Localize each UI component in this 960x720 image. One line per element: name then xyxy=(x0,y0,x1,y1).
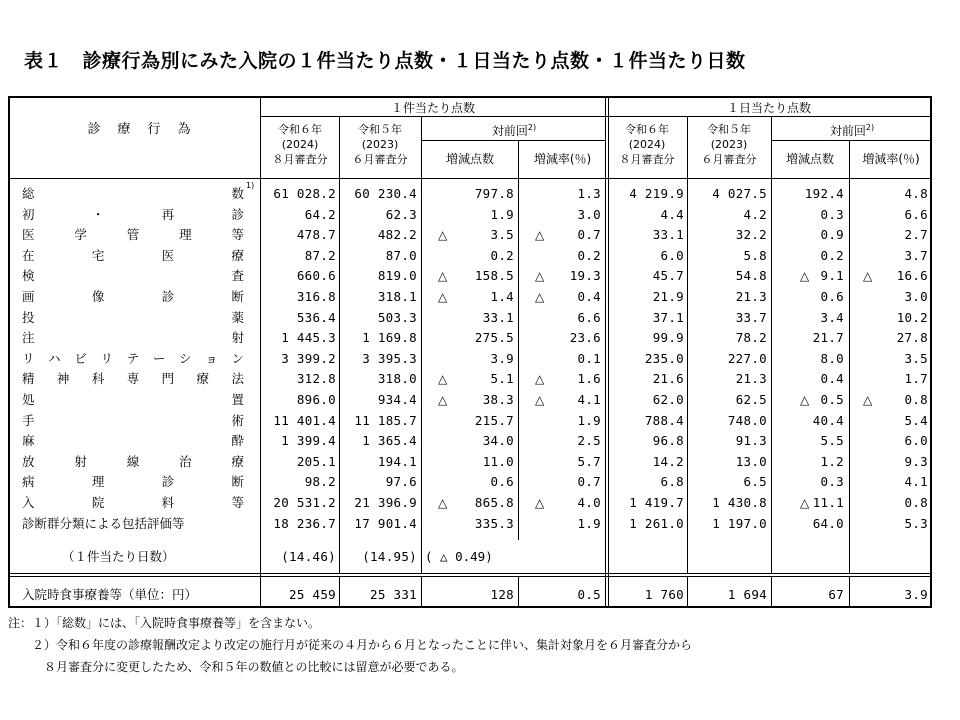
rule-v-r6-r5-day-meal xyxy=(687,576,688,608)
table-cell: 194.1 xyxy=(377,453,417,469)
table-cell: 11.1 xyxy=(812,495,844,510)
table-cell: 318.1 xyxy=(377,289,417,304)
row-label: 入 院 料 等 xyxy=(22,495,244,510)
footnote-2: ２）令和６年度の診療報酬改定より改定の施行月が従来の４月から６月となったことに伴い、集計対象月を６月審査分から xyxy=(8,638,693,652)
row-label: 画 像 診 断 xyxy=(22,289,244,304)
table-cell: 1 197.0 xyxy=(712,515,767,531)
row-label: 投 薬 xyxy=(22,309,244,325)
row-label: 医 学 管 理 等 xyxy=(22,227,244,243)
table-cell: 0.2 xyxy=(577,247,601,263)
table-cell: 5.1 xyxy=(490,371,514,387)
col-header-diff-points-day: 増減点数 xyxy=(785,152,834,166)
table-cell: 5.3 xyxy=(904,515,928,531)
table-cell: 536.4 xyxy=(296,309,336,325)
table-cell: 87.0 xyxy=(385,247,417,263)
table-cell: 275.5 xyxy=(474,330,514,346)
row-label: 処 置 xyxy=(22,392,244,407)
rule-v-diff-rate-day xyxy=(849,140,850,573)
table-cell: 1 445.3 xyxy=(281,330,336,346)
r5-label: 令和５年 xyxy=(707,123,751,136)
table-cell: 1.6 xyxy=(577,371,601,387)
table-cell: 3.0 xyxy=(577,206,601,222)
table-cell: 316.8 xyxy=(296,289,336,304)
decrease-mark: △ xyxy=(863,269,873,284)
table-cell: 3.4 xyxy=(820,309,844,325)
table-cell: 6.0 xyxy=(660,247,684,263)
rule-meal-top-1 xyxy=(10,573,932,574)
table-cell: 0.2 xyxy=(490,247,514,263)
table-cell: 0.5 xyxy=(820,392,844,407)
decrease-mark: △ xyxy=(535,372,545,387)
table-cell: 33.1 xyxy=(482,309,514,325)
table-cell: 1.2 xyxy=(820,453,844,469)
table-cell: 6.6 xyxy=(904,206,928,222)
rule-v-r5-diff-case-meal xyxy=(421,576,422,608)
table-cell: 4.2 xyxy=(743,206,767,222)
decrease-mark: △ xyxy=(535,496,545,510)
rule-v-r5-diff-day-meal xyxy=(771,576,772,608)
table-cell: 3 399.2 xyxy=(281,350,336,366)
table-cell: 98.2 xyxy=(304,474,336,490)
meal-row-diff-rate-case: 0.5 xyxy=(577,587,601,602)
row-label: 病 理 診 断 xyxy=(22,474,244,490)
table-cell: 78.2 xyxy=(735,330,767,346)
table-cell: 16.6 xyxy=(896,268,928,284)
table-cell: 4.4 xyxy=(660,206,684,222)
row-label: 診断群分類による包括評価等 xyxy=(22,515,185,531)
table-cell: 1 399.4 xyxy=(281,433,336,449)
table-cell: 0.3 xyxy=(820,474,844,490)
table-cell: 1 430.8 xyxy=(712,495,767,510)
col-header-r6-day xyxy=(607,122,687,167)
table-cell: 482.2 xyxy=(377,227,417,243)
vs-prev-label: 対前回 xyxy=(829,124,866,138)
table-cell: 38.3 xyxy=(482,392,514,407)
rule-v-r6-r5-day xyxy=(687,116,688,573)
r6-month: ８月審査分 xyxy=(272,153,328,166)
decrease-mark: △ xyxy=(438,269,448,284)
table-cell: 21 396.9 xyxy=(354,495,417,510)
rule-meal-top-2 xyxy=(10,576,932,577)
table-cell: 4.1 xyxy=(904,474,928,490)
table-cell: 4.1 xyxy=(577,392,601,407)
table-cell: 6.5 xyxy=(743,474,767,490)
table-cell: 1.7 xyxy=(904,371,928,387)
table-cell: 819.0 xyxy=(377,268,417,284)
footnote-1: 注：１）「総数」には、「入院時食事療養等」を含まない。 xyxy=(8,616,321,630)
table-cell: 158.5 xyxy=(474,268,514,284)
col-header-vs-prev-case xyxy=(422,120,606,139)
table-cell: 21.9 xyxy=(652,289,684,304)
table-cell: 4 027.5 xyxy=(712,186,767,201)
table-cell: 5.5 xyxy=(820,433,844,449)
table-cell: 60 230.4 xyxy=(354,186,417,201)
table-cell: 1.3 xyxy=(577,186,601,201)
decrease-mark: △ xyxy=(800,393,810,407)
r5-year: (2023) xyxy=(361,138,399,151)
table-cell: 34.0 xyxy=(482,433,514,449)
table-cell: 3.9 xyxy=(490,350,514,366)
table-cell: 19.3 xyxy=(569,268,601,284)
row-label: 在 宅 医 療 xyxy=(22,247,244,263)
table-cell: 33.1 xyxy=(652,227,684,243)
table-cell: 6.0 xyxy=(904,433,928,449)
table-cell: 235.0 xyxy=(644,350,684,366)
table-cell: 13.0 xyxy=(735,453,767,469)
table-cell: 45.7 xyxy=(652,268,684,284)
table-cell: 335.3 xyxy=(474,515,514,531)
row-label: 精 神 科 専 門 療 法 xyxy=(22,371,244,387)
row-label: リ ハ ビ リ テ ー シ ョ ン xyxy=(22,350,244,366)
r5-label: 令和５年 xyxy=(358,123,402,136)
row-label: 総 数 xyxy=(22,186,244,201)
table-cell: 27.8 xyxy=(896,330,928,346)
table-cell: 20 531.2 xyxy=(273,495,336,510)
meal-row-label: 入院時食事療養等（単位：円） xyxy=(22,587,198,602)
meal-row-diff-points-case: 128 xyxy=(490,587,514,602)
table-cell: 318.0 xyxy=(377,371,417,387)
table-cell: 99.9 xyxy=(652,330,684,346)
table-cell: 4.0 xyxy=(577,495,601,510)
table-cell: 11.0 xyxy=(482,453,514,469)
decrease-mark: △ xyxy=(863,393,873,407)
col-header-diff-rate-day: 増減率(％) xyxy=(862,152,920,166)
table-cell: 21.3 xyxy=(735,289,767,304)
row-label: 注 射 xyxy=(22,330,244,346)
vs-prev-label: 対前回 xyxy=(491,124,528,138)
table-cell: 2.5 xyxy=(577,433,601,449)
table-cell: 0.4 xyxy=(577,289,601,304)
table-cell: 312.8 xyxy=(296,371,336,387)
table-cell: 4.8 xyxy=(904,186,928,201)
table-cell: 748.0 xyxy=(727,412,767,428)
table-cell: 9.3 xyxy=(904,453,928,469)
table-cell: 1.9 xyxy=(490,206,514,222)
col-header-activity: 診 療 行 為 xyxy=(87,122,193,137)
table-cell: 62.5 xyxy=(735,392,767,407)
table-cell: 0.7 xyxy=(577,474,601,490)
table-cell: 6.6 xyxy=(577,309,601,325)
r5-month: ６月審査分 xyxy=(352,153,408,166)
r6-month: ８月審査分 xyxy=(619,153,675,166)
table-cell: 660.6 xyxy=(296,268,336,284)
col-header-diff-points-case: 増減点数 xyxy=(445,152,494,166)
row-label: 手 術 xyxy=(22,412,244,428)
table-cell: 3.0 xyxy=(904,289,928,304)
table-cell: 1 365.4 xyxy=(362,433,417,449)
rule-v-diff-rate-case-meal xyxy=(518,576,519,608)
r6-label: 令和６年 xyxy=(278,123,322,136)
days-row-diff: ( △ 0.49) xyxy=(425,549,493,564)
table-cell: 5.8 xyxy=(743,247,767,263)
table-cell: 17 901.4 xyxy=(354,515,417,531)
meal-row-r6-case: 25 459 xyxy=(289,587,336,602)
table-cell: 62.3 xyxy=(385,206,417,222)
r5-month: ６月審査分 xyxy=(701,153,757,166)
table-cell: 503.3 xyxy=(377,309,417,325)
col-header-per-case: １件当たり点数 xyxy=(390,101,475,115)
table-cell: 227.0 xyxy=(727,350,767,366)
table-cell: 3.5 xyxy=(904,350,928,366)
table-title: 表１ 診療行為別にみた入院の１件当たり点数・１日当たり点数・１件当たり日数 xyxy=(24,50,746,72)
decrease-mark: △ xyxy=(535,290,545,304)
decrease-mark: △ xyxy=(438,372,448,387)
table-cell: 11 401.4 xyxy=(273,412,336,428)
rule-v-case-day-1 xyxy=(605,98,606,608)
r5-year: (2023) xyxy=(710,138,748,151)
footnote-3: ８月審査分に変更したため、令和５年の数値との比較には留意が必要である。 xyxy=(8,660,464,674)
row-label: 初 ・ 再 診 xyxy=(22,206,244,222)
table-cell: 3.7 xyxy=(904,247,928,263)
table-cell: 5.4 xyxy=(904,412,928,428)
decrease-mark: △ xyxy=(438,228,448,243)
rule-header-sub-split-day xyxy=(772,140,932,141)
days-row-r6: (14.46) xyxy=(281,549,336,564)
table-cell: 4 219.9 xyxy=(629,186,684,201)
table-cell: 8.0 xyxy=(820,350,844,366)
table-cell: 478.7 xyxy=(296,227,336,243)
table-cell: 40.4 xyxy=(812,412,844,428)
table-cell: 21.6 xyxy=(652,371,684,387)
rule-v-r5-diff-day xyxy=(771,116,772,573)
table-cell: 21.3 xyxy=(735,371,767,387)
table-cell: 1.9 xyxy=(577,412,601,428)
col-header-r5-case xyxy=(340,122,420,167)
table-cell: 97.6 xyxy=(385,474,417,490)
decrease-mark: △ xyxy=(800,496,810,510)
rule-header-bottom xyxy=(10,178,932,179)
table-cell: 1 261.0 xyxy=(629,515,684,531)
days-row-label: （１件当たり日数） xyxy=(62,549,175,564)
table-cell: 0.8 xyxy=(904,495,928,510)
decrease-mark: △ xyxy=(535,228,545,243)
table-cell: 54.8 xyxy=(735,268,767,284)
table-cell: 91.3 xyxy=(735,433,767,449)
col-header-diff-rate-case: 増減率(％) xyxy=(533,152,592,166)
table-cell: 192.4 xyxy=(804,186,844,201)
table-cell: 215.7 xyxy=(474,412,514,428)
vs-prev-note: 2) xyxy=(527,123,537,132)
table-cell: 205.1 xyxy=(296,453,336,469)
row-footnote-marker: 1) xyxy=(246,181,255,190)
rule-header-sub-split-case xyxy=(422,140,606,141)
rule-v-case-day-2 xyxy=(608,98,609,608)
r6-year: (2024) xyxy=(628,138,666,151)
table-cell: 5.7 xyxy=(577,453,601,469)
table-cell: 0.1 xyxy=(577,350,601,366)
r6-label: 令和６年 xyxy=(625,123,669,136)
rule-header-top-split xyxy=(260,116,932,117)
table-cell: 87.2 xyxy=(304,247,336,263)
table-cell: 934.4 xyxy=(377,392,417,407)
table-cell: 0.3 xyxy=(820,206,844,222)
table-cell: 11 185.7 xyxy=(354,412,417,428)
decrease-mark: △ xyxy=(438,393,448,407)
meal-row-r5-day: 1 694 xyxy=(727,587,767,602)
rule-v-diff-rate-day-meal xyxy=(849,576,850,608)
table-cell: 33.7 xyxy=(735,309,767,325)
table-cell: 61 028.2 xyxy=(273,186,336,201)
table-cell: 0.8 xyxy=(904,392,928,407)
decrease-mark: △ xyxy=(535,269,545,284)
table-cell: 37.1 xyxy=(652,309,684,325)
col-header-per-day: １日当たり点数 xyxy=(726,101,811,115)
decrease-mark: △ xyxy=(438,290,448,304)
table-cell: 1 419.7 xyxy=(629,495,684,510)
table-cell: 896.0 xyxy=(296,392,336,407)
meal-row-r6-day: 1 760 xyxy=(644,587,684,602)
decrease-mark: △ xyxy=(535,393,545,407)
table-cell: 23.6 xyxy=(569,330,601,346)
col-header-vs-prev-day xyxy=(772,120,932,139)
table-cell: 0.6 xyxy=(490,474,514,490)
table-cell: 64.0 xyxy=(812,515,844,531)
table-cell: 64.2 xyxy=(304,206,336,222)
row-label: 麻 酔 xyxy=(22,433,244,449)
meal-row-diff-points-day: 67 xyxy=(828,587,844,602)
rule-v-diff-rate-case xyxy=(518,140,519,540)
meal-row-r5-case: 25 331 xyxy=(370,587,417,602)
table-cell: 3.5 xyxy=(490,227,514,243)
decrease-mark: △ xyxy=(438,496,448,510)
data-table xyxy=(8,96,932,608)
rule-v-r5-diff-case xyxy=(421,116,422,573)
table-cell: 0.7 xyxy=(577,227,601,243)
decrease-mark: △ xyxy=(800,269,810,284)
col-header-r5-day xyxy=(688,122,770,167)
r6-year: (2024) xyxy=(281,138,319,151)
table-cell: 788.4 xyxy=(644,412,684,428)
table-cell: 1 169.8 xyxy=(362,330,417,346)
table-cell: 797.8 xyxy=(474,186,514,201)
table-cell: 6.8 xyxy=(660,474,684,490)
table-cell: 865.8 xyxy=(474,495,514,510)
table-cell: 3 395.3 xyxy=(362,350,417,366)
rule-v-label xyxy=(260,98,261,608)
col-header-r6-case xyxy=(261,122,339,167)
table-cell: 0.4 xyxy=(820,371,844,387)
table-cell: 1.9 xyxy=(577,515,601,531)
table-cell: 2.7 xyxy=(904,227,928,243)
table-cell: 32.2 xyxy=(735,227,767,243)
table-cell: 10.2 xyxy=(896,309,928,325)
table-cell: 9.1 xyxy=(820,268,844,284)
table-cell: 18 236.7 xyxy=(273,515,336,531)
row-label: 放 射 線 治 療 xyxy=(22,453,244,469)
table-cell: 62.0 xyxy=(652,392,684,407)
row-label: 検 査 xyxy=(22,268,244,284)
table-cell: 1.4 xyxy=(490,289,514,304)
rule-v-r6-r5-case-meal xyxy=(339,576,340,608)
days-row-r5: (14.95) xyxy=(362,549,417,564)
table-cell: 21.7 xyxy=(812,330,844,346)
meal-row-diff-rate-day: 3.9 xyxy=(904,587,928,602)
vs-prev-note: 2) xyxy=(865,123,875,132)
rule-v-r6-r5-case xyxy=(339,116,340,573)
table-cell: 14.2 xyxy=(652,453,684,469)
table-cell: 0.6 xyxy=(820,289,844,304)
table-cell: 96.8 xyxy=(652,433,684,449)
table-cell: 0.2 xyxy=(820,247,844,263)
table-cell: 0.9 xyxy=(820,227,844,243)
